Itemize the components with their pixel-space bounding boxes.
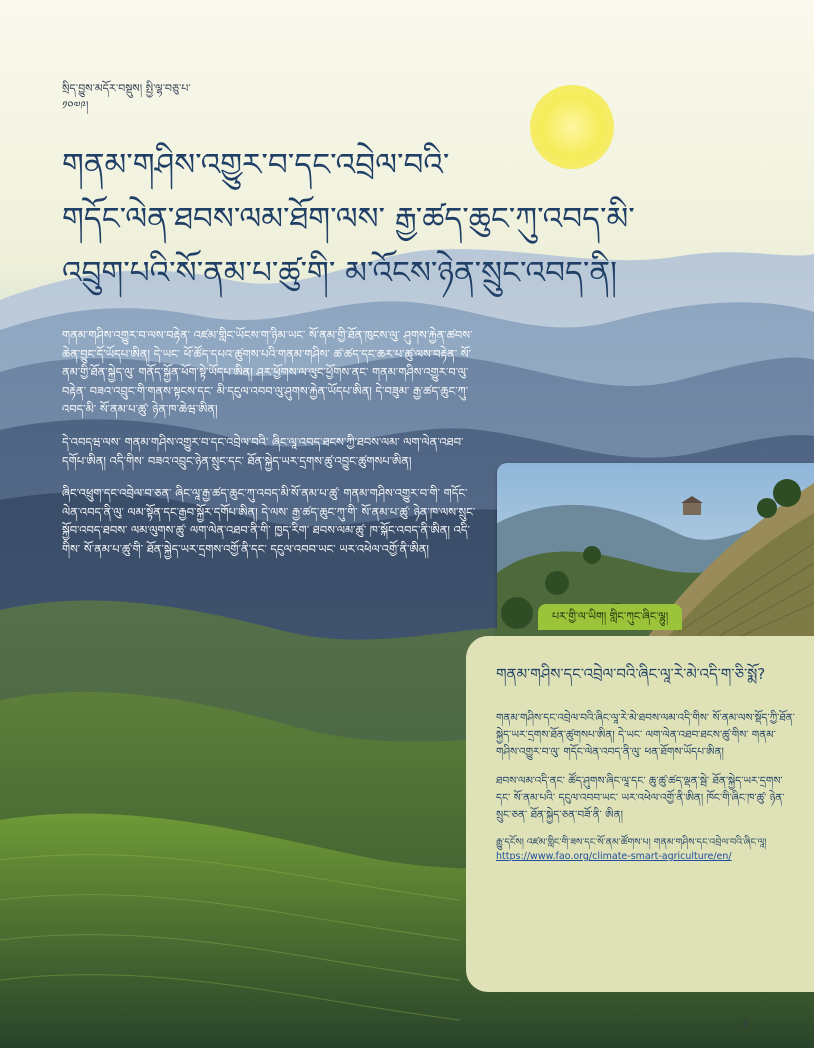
- body-paragraph-3: ཞིང་འཕྲུག་དང་འབྲེལ་བ་ཅན་ ཞིང་ལཱ་རྒྱ་ཚད་ཆུང་ཀུ་འབད་མི་སོ་ནམ་པ་ཚུ་ གནམ་གཤིས་འགྱུར་བ་གི་ གདོང་ལེན་འབད་ནི་ལུ་ ལམ་སྟོན་དང་རྒྱབ་སྐྱོར་དགོཔ་ཨིན། དེ་ལས་ རྒྱ་ཚད་ཆུང་ཀུ་གི་ སོ་ནམ་པ་ཚུ་ ཉེན་ཁ་ལས་སྲུང་སྐྱོབ་འབད་ཐབས་ ལམ་ལུགས་ཚུ་ ལག་ལེན་འཐབ་ནི་གི་ ཁྱད་རིག་ ཐབས་ལམ་ཚུ་ ཁ་སྐོང་འབད་ནི་ཨིན། འདི་གིས་ སོ་ནམ་པ་ཚུ་གི་ ཐོན་སྐྱེད་ཡར་དྲགས་འགྱོ་ནི་དང་ དངུལ་འབབ་ཡང་ ཡར་འཕེལ་འགྱོ་ནི་ཨིན།: [62, 486, 476, 556]
- page-number: 1: [742, 1020, 748, 1030]
- sidebar-paragraph-2: ཐབས་ལམ་འདི་ནང་ ཚོད་ཤུགས་ཞིང་ལཱ་དང་ ཆུ་ཚུ་ཚད་ལྡན་སྦེ་ ཐོན་སྐྱེད་ཡར་དྲགས་དང་ སོ་ནམ་པའི་ དངུལ་འབབ་ཡང་ ཡར་འཕེལ་འགྱོ་ནི་ཨིན། ཁོང་གི་ཞིང་ཁ་ཚུ་ ཉེན་སྲུང་ཅན་ ཐོན་སྐྱེད་ཅན་བཟོ་ནི་ ཨིན།: [496, 775, 785, 821]
- sidebar-paragraph-1: གནམ་གཤིས་དང་འབྲེལ་བའི་ཞིང་ལཱ་རེ་མེ་ཐབས་ལམ་འདི་གིས་ སོ་ནམ་ལས་སྡོད་ཀྱི་ཐོན་སྐྱེད་ཡར་དྲགས་ཐོན་ཚུགསཔ་ཨིན། དེ་ཡང་ ལག་ལེན་འཐབ་ཐངས་ཚུ་གིས་ གནམ་གཤིས་འགྱུར་བ་ལུ་ གདོང་ལེན་འབད་ནི་ལུ་ ཕན་ཐོགས་ཡོདཔ་ཨིན།: [496, 712, 795, 758]
- title-line-3: འབྲུག་པའི་སོ་ནམ་པ་ཚུ་གི་ མ་འོངས་ཉེན་སྲུང་འབད་ནི།: [62, 255, 617, 291]
- info-sidebar: [466, 636, 814, 992]
- source-label: རྒྱུ་དངོས། འཛམ་གླིང་གི་ཟས་དང་སོ་ནམ་ཚོགས་པ། གནམ་གཤིས་དང་འབྲེལ་བའི་ཞིང་ལཱ།: [496, 837, 767, 848]
- body-text: [62, 326, 482, 573]
- source-link[interactable]: https://www.fao.org/climate-smart-agriculture/en/: [496, 851, 732, 862]
- page-title: [62, 138, 702, 300]
- title-line-2: གདོང་ལེན་ཐབས་ལམ་ཐོག་ལས་ རྒྱ་ཚད་ཆུང་ཀུ་འབད་མི་: [62, 201, 635, 237]
- body-paragraph-1: གནམ་གཤིས་འགྱུར་བ་ལས་བརྟེན་ འཛམ་གླིང་ཡོངས་ག་ཉིམ་ཡང་ སོ་ནམ་གྱི་ཐོན་ཁུངས་ལུ་ ཤུགས་རྐྱེན་ཚབས་ཆེན་བྱུང་དོ་ཡོདཔ་ཨིན། དེ་ཡང་ ཕོ་ཚོད་དཔའ་ཚུགས་པའི་གནམ་གཤིས་ ཚ་ཚད་དང་ཆར་པ་ཚུ་ལས་བརྟེན་ སོ་ནམ་གྱི་ཐོན་སྐྱེད་ལུ་ གནོད་སྐྱོན་ཕོག་སྟེ་ཡོདཔ་ཨིན། ཤར་ཕྱོགས་ལ་ལུང་ཕྱོགས་ནང་ གནམ་གཤིས་འགྱུར་བ་ལུ་བརྟེན་ བཟའ་འབྲུང་གི་གནས་སྟངས་དང་ མི་དངུལ་འབབ་ལུ་ཤུགས་རྐྱེན་ཡོདཔ་ཨིན། དེ་བཟུམ་ རྒྱ་ཚད་ཆུང་ཀུ་འབད་མི་ སོ་ནམ་པ་ཚུ་ ཉེན་ཁ་ཆེཝ་ཨིན།: [62, 328, 473, 417]
- document-meta: [62, 80, 191, 114]
- series-line: སྲིད་བྱུས་མདོར་བསྡུས། སྤྱི་ལྷ་བཅུ་པ་: [62, 82, 191, 95]
- document-number: ༡༠༧༩།: [62, 99, 89, 112]
- photo-caption: པར་གྱི་ལ་ཡིག། གླིང་ཀུང་ཞིང་ལྷུ།: [538, 604, 682, 630]
- title-line-1: གནམ་གཤིས་འགྱུར་བ་དང་འབྲེལ་བའི་: [62, 147, 450, 183]
- sidebar-heading: གནམ་གཤིས་དང་འབྲེལ་བའི་ཞིང་ལཱ་རེ་མེ་འདི་ག་ཅི་སྨོ?: [496, 665, 766, 683]
- body-paragraph-2: དེ་འབདཝ་ལས་ གནམ་གཤིས་འགྱུར་བ་དང་འབྲེལ་བའི་ ཞིང་ལཱ་འབད་ཐངས་ཀྱི་ཐབས་ལམ་ ལག་ལེན་འཐབ་དགོཔ་ཨིན། འདི་གིས་ བཟའ་འབྲུང་ཉེན་སྲུང་དང་ ཐོན་སྐྱེད་ཡར་དྲགས་ཚུ་འབྱུང་ཚུགསཔ་ཨིན།: [62, 434, 464, 468]
- sidebar-source: [496, 836, 796, 864]
